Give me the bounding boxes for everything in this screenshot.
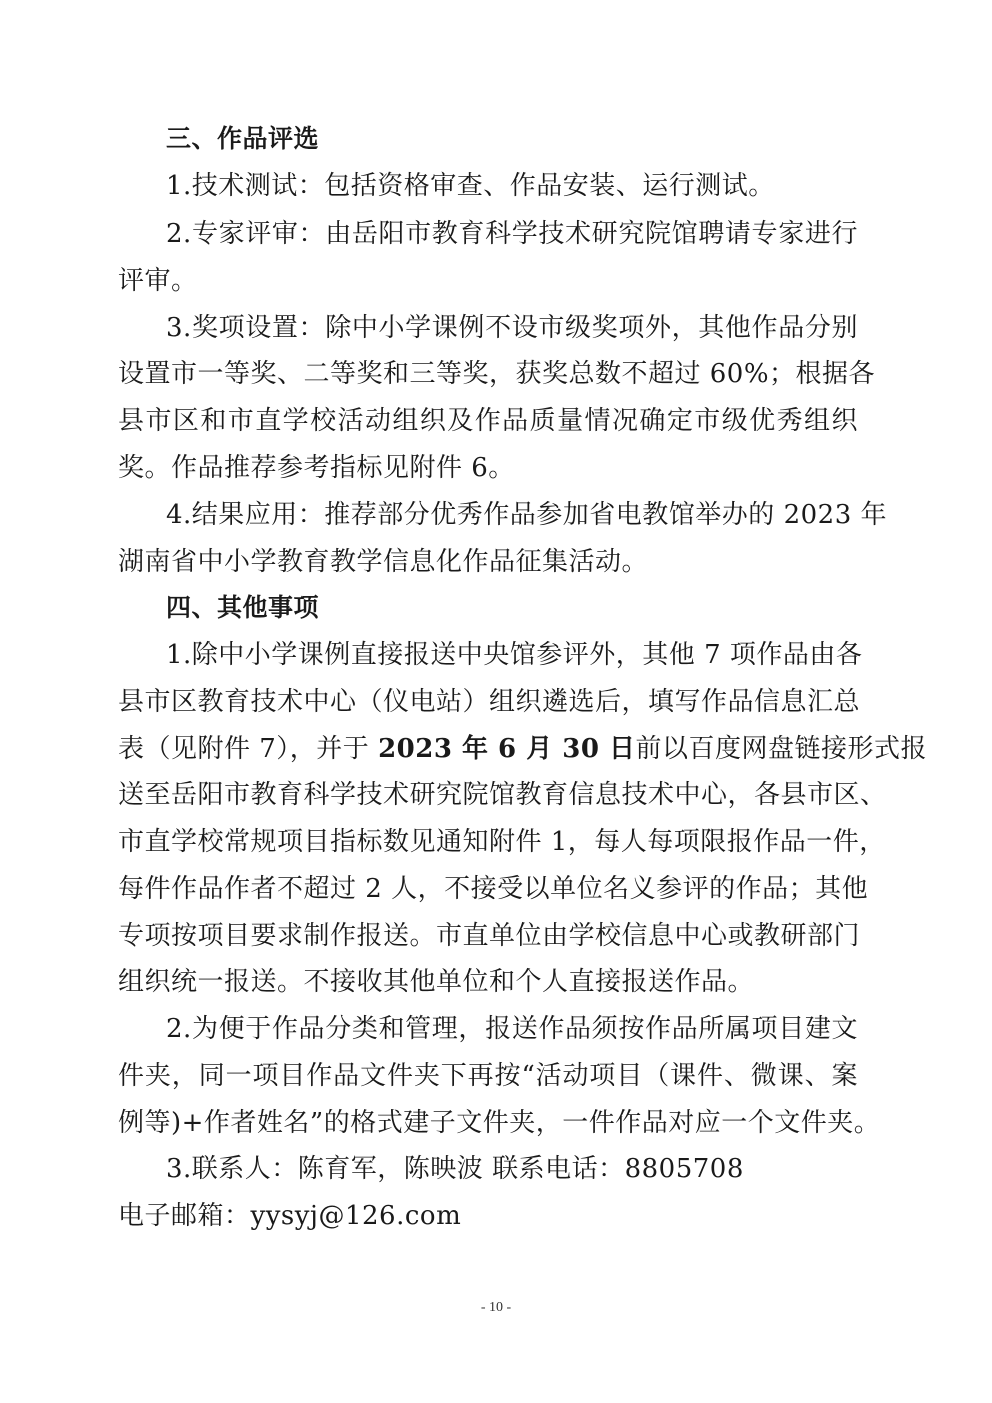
paragraph-line: 件夹，同一项目作品文件夹下再按“活动项目（课件、微课、案 — [118, 1061, 858, 1091]
section-heading-evaluation: 三、作品评选 — [166, 124, 320, 153]
paragraph-line: 县市区和市直学校活动组织及作品质量情况确定市级优秀组织 — [118, 406, 858, 436]
paragraph-line: 4.结果应用：推荐部分优秀作品参加省电教馆举办的 2023 年 — [166, 500, 888, 530]
paragraph-line: 设置市一等奖、二等奖和三等奖，获奖总数不超过 60%；根据各 — [118, 359, 876, 389]
page-number: - 10 - — [480, 1300, 512, 1315]
paragraph-line: 1.技术测试：包括资格审查、作品安装、运行测试。 — [166, 171, 775, 201]
section-heading-other-matters: 四、其他事项 — [166, 593, 320, 622]
paragraph-line: 湖南省中小学教育教学信息化作品征集活动。 — [118, 547, 649, 577]
paragraph-line: 市直学校常规项目指标数见通知附件 1，每人每项限报作品一件， — [118, 827, 886, 857]
paragraph-line: 1.除中小学课例直接报送中央馆参评外，其他 7 项作品由各 — [166, 640, 863, 670]
paragraph-line: 组织统一报送。不接收其他单位和个人直接报送作品。 — [118, 967, 755, 997]
paragraph-line: 专项按项目要求制作报送。市直单位由学校信息中心或教研部门 — [118, 921, 861, 951]
paragraph-line: 每件作品作者不超过 2 人，不接受以单位名义参评的作品；其他 — [118, 874, 869, 904]
email-line: 电子邮箱：yysyj@126.com — [118, 1201, 462, 1231]
contact-line: 3.联系人：陈育军，陈映波 联系电话：8805708 — [166, 1154, 744, 1184]
paragraph-line: 3.奖项设置：除中小学课例不设市级奖项外，其他作品分别 — [166, 313, 858, 343]
paragraph-line: 奖。作品推荐参考指标见附件 6。 — [118, 453, 515, 483]
paragraph-line: 评审。 — [118, 266, 198, 296]
deadline-date: 2023 年 6 月 30 日 — [378, 734, 636, 764]
paragraph-line: 2.专家评审：由岳阳市教育科学技术研究院馆聘请专家进行 — [166, 219, 858, 249]
paragraph-line: 县市区教育技术中心（仪电站）组织遴选后，填写作品信息汇总 — [118, 687, 861, 717]
deadline-text-post: 前以百度网盘链接形式报 — [635, 734, 927, 764]
paragraph-line: 例等)+作者姓名”的格式建子文件夹，一件作品对应一个文件夹。 — [118, 1108, 881, 1138]
paragraph-line: 2.为便于作品分类和管理，报送作品须按作品所属项目建文 — [166, 1014, 858, 1044]
paragraph-line-deadline — [118, 726, 927, 772]
paragraph-line: 送至岳阳市教育科学技术研究院馆教育信息技术中心，各县市区、 — [118, 780, 887, 810]
deadline-text-pre: 表（见附件 7），并于 — [118, 734, 379, 764]
